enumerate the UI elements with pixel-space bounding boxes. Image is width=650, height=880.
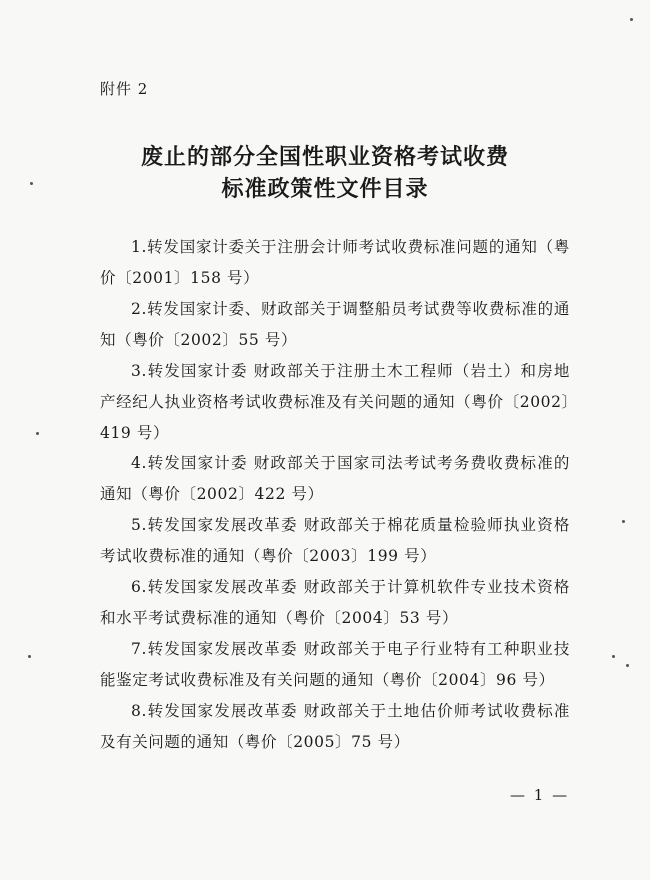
list-item: 5.转发国家发展改革委 财政部关于棉花质量检验师执业资格考试收费标准的通知（粤价〔2003〕199 号） [100,516,570,565]
list-item: 8.转发国家发展改革委 财政部关于土地估价师考试收费标准及有关问题的通知（粤价〔2005〕75 号） [100,702,570,751]
attachment-label: 附件 2 [100,80,149,98]
list-item: 6.转发国家发展改革委 财政部关于计算机软件专业技术资格和水平考试费标准的通知（粤价〔2004〕53 号） [100,578,570,627]
scan-speck [28,655,31,658]
list-item: 2.转发国家计委、财政部关于调整船员考试费等收费标准的通知（粤价〔2002〕55 号） [100,300,570,349]
list-item: 4.转发国家计委 财政部关于国家司法考试考务费收费标准的通知（粤价〔2002〕422 号） [100,454,570,503]
list-item: 3.转发国家计委 财政部关于注册土木工程师（岩土）和房地产经纪人执业资格考试收费标准及有关问题的通知（粤价〔2002〕419 号） [100,362,570,442]
scan-speck [626,664,629,667]
list-item: 7.转发国家发展改革委 财政部关于电子行业特有工种职业技能鉴定考试收费标准及有关问题的通知（粤价〔2004〕96 号） [100,640,570,689]
scan-speck [36,432,39,435]
scan-speck [612,655,615,658]
scan-speck [622,520,625,523]
page-number: — 1 — [510,786,570,804]
scan-speck [30,182,33,185]
document-title-line-1: 废止的部分全国性职业资格考试收费 [140,145,509,170]
list-item: 1.转发国家计委关于注册会计师考试收费标准问题的通知（粤价〔2001〕158 号） [100,238,570,287]
document-title-line-2: 标准政策性文件目录 [221,177,429,202]
scan-speck [630,18,633,21]
